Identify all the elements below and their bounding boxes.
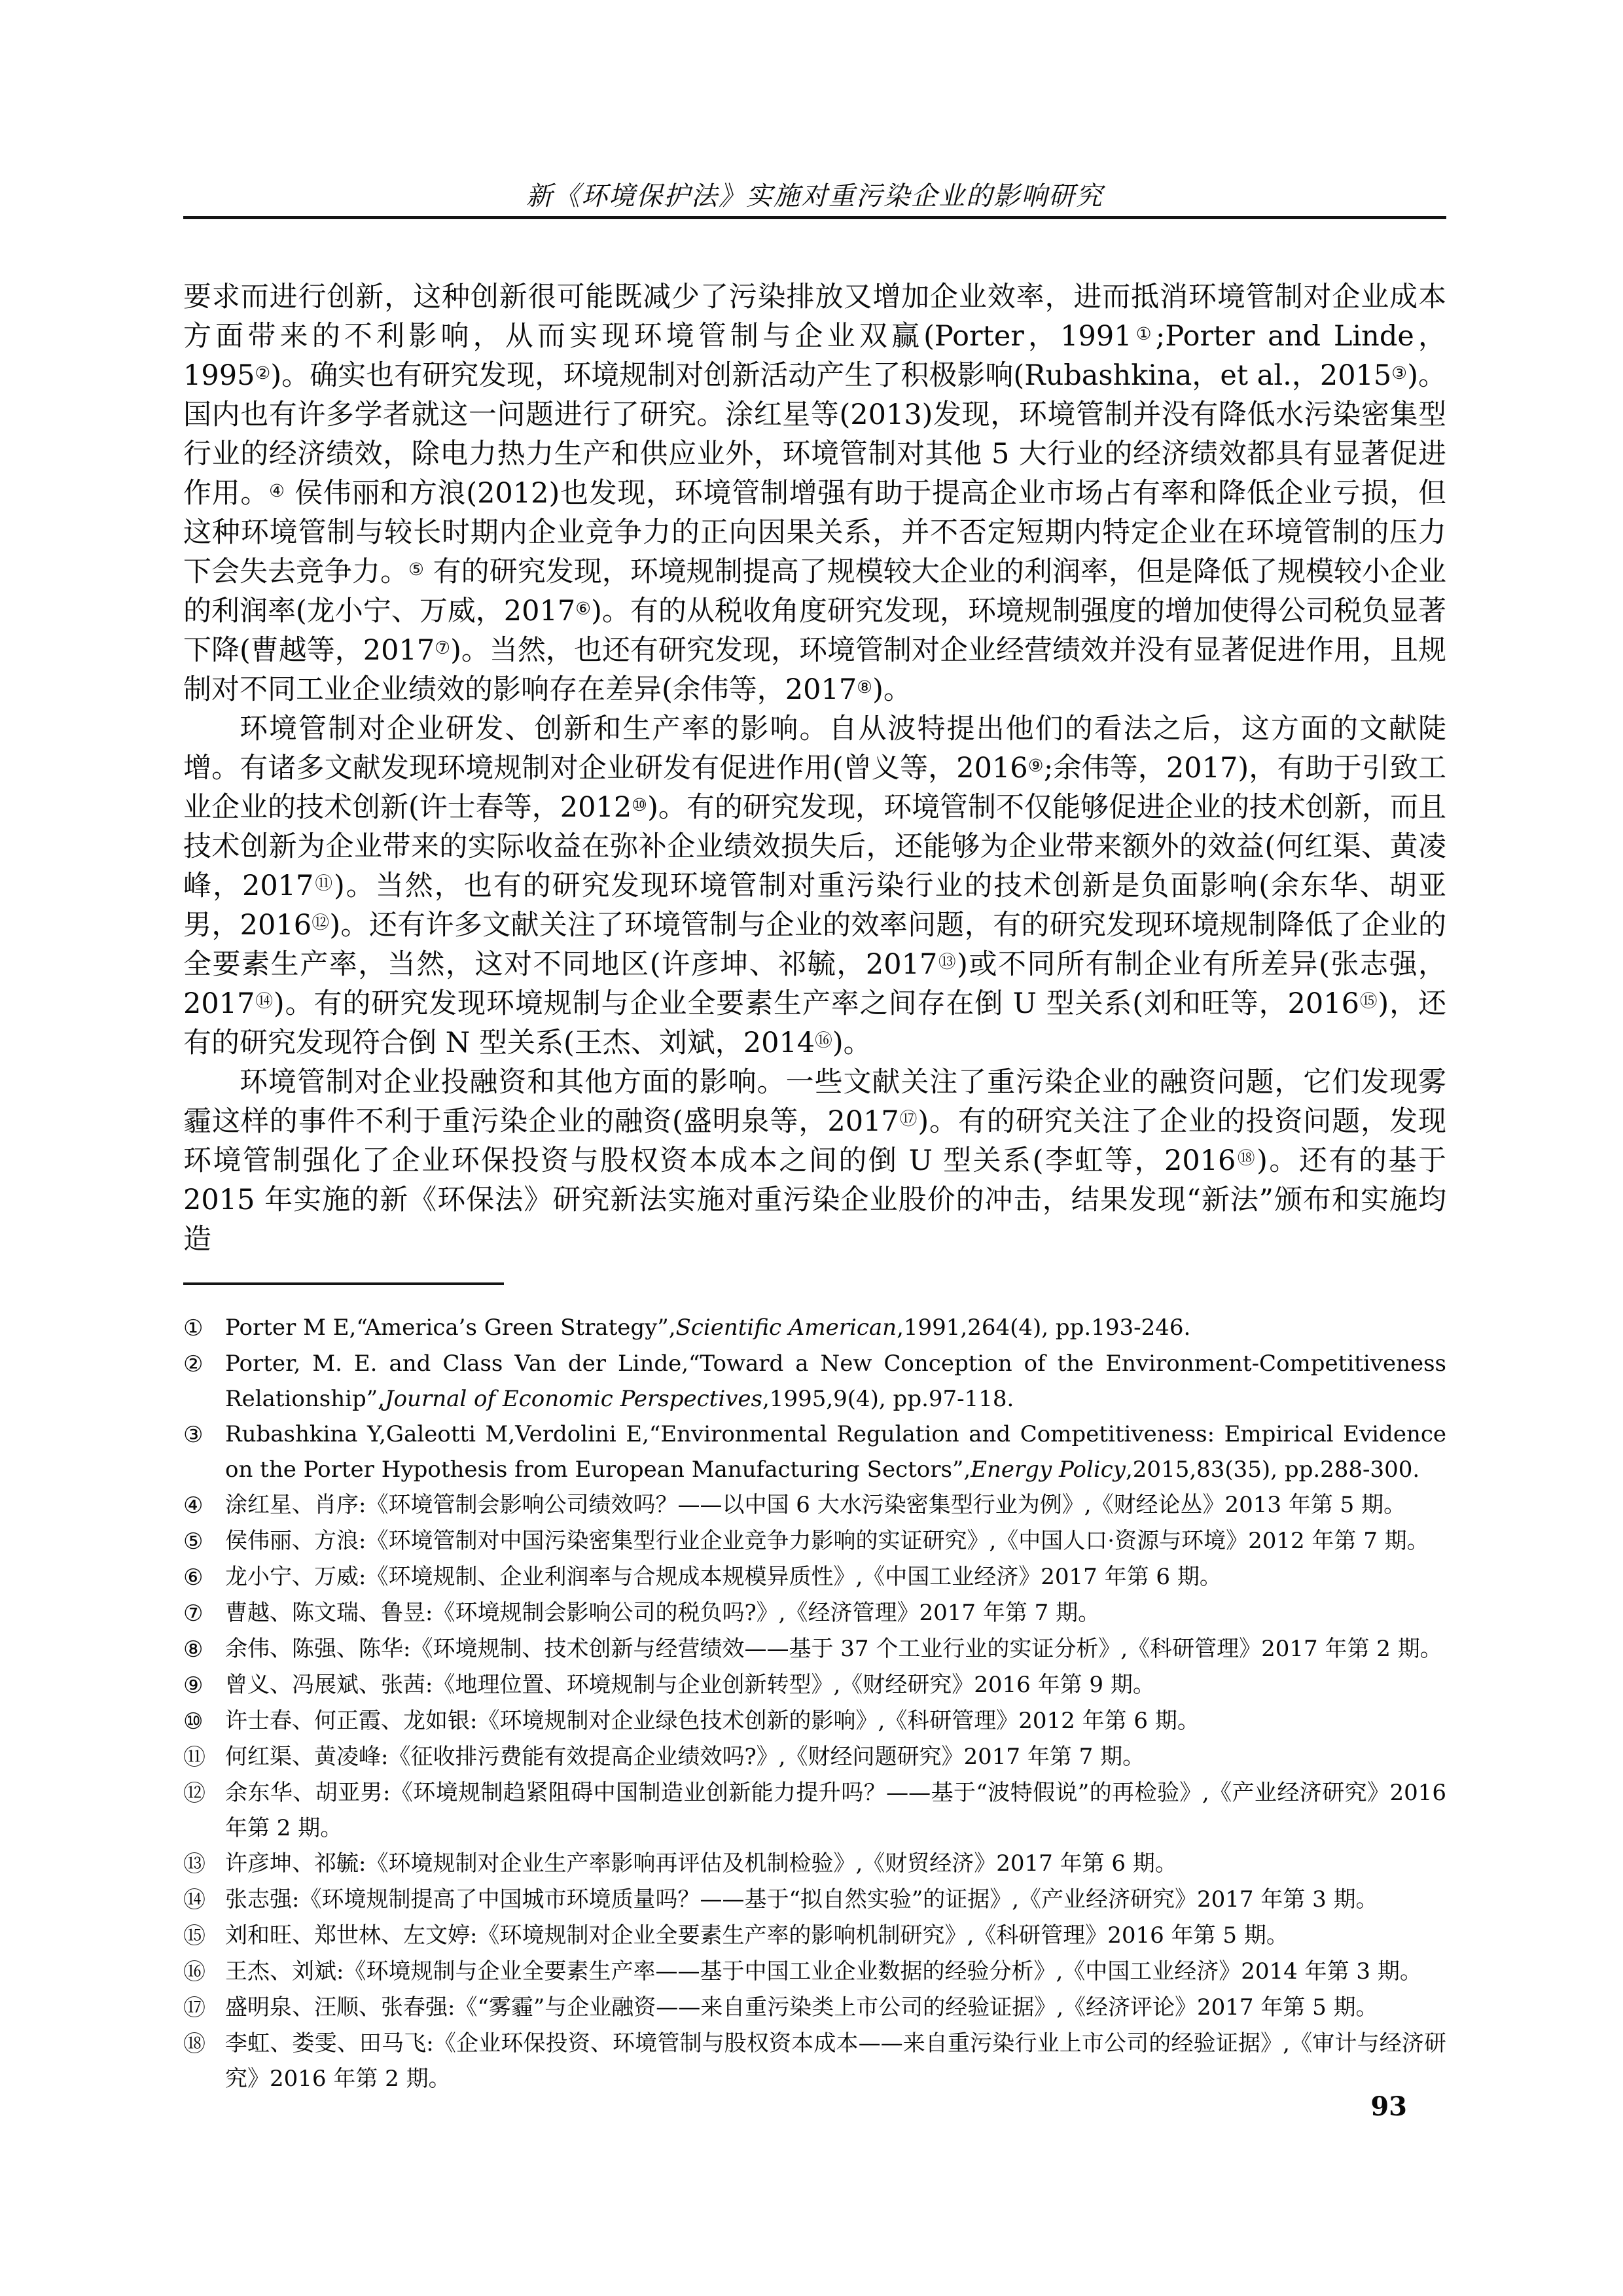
footnote-item [183,1487,1446,1523]
footnote-text: 盛明泉、汪顺、张春强:《“雾霾”与企业融资——来自重污染类上市公司的经验证据》,《经济评论》2017 年第 5 期。 [225,1994,1378,2021]
footnote-marker: ⑭ [183,1887,205,1913]
footnote-marker: ③ [183,1422,204,1448]
footnote-item [183,1954,1446,1990]
footnote-item [183,1739,1446,1775]
footnote-item [183,1990,1446,2026]
footnote-item [183,1417,1446,1487]
footnote-marker: ⑬ [183,1851,205,1877]
footnote-marker: ⑤ [183,1528,204,1555]
page-number: 93 [1370,2091,1407,2122]
footnote-text: Porter, M. E. and Class Van der Linde,“Toward a New Conception of the Environment-Competitiveness Relationship”,Journal of Economic Perspectives,1995,9(4), pp.97-118. [225,1351,1446,1412]
footnote-text: 许彦坤、祁毓:《环境规制对企业生产率影响再评估及机制检验》,《财贸经济》2017 年第 6 期。 [225,1850,1177,1877]
body-text [183,277,1446,1259]
footnotes-section [183,1310,1446,2096]
footnote-marker: ⑰ [183,1995,205,2021]
footnote-item [183,1775,1446,1846]
footnote-text: Porter M E,“America’s Green Strategy”,Scientific American,1991,264(4), pp.193-246. [225,1315,1191,1341]
footnote-marker: ⑪ [183,1744,205,1771]
footnote-item [183,1846,1446,1882]
header-rule [183,216,1446,219]
footnote-item [183,1310,1446,1346]
footnote-text: 许士春、何正霞、龙如银:《环境规制对企业绿色技术创新的影响》,《科研管理》2012 年第 6 期。 [225,1708,1200,1734]
running-head-title: 新《环境保护法》实施对重污染企业的影响研究 [526,181,1103,211]
footnote-item [183,1595,1446,1631]
body-paragraph: 要求而进行创新，这种创新很可能既减少了污染排放又增加企业效率，进而抵消环境管制对企业成本方面带来的不利影响，从而实现环境管制与企业双赢(Porter，1991①;Porter and Linde，1995②)。确实也有研究发现，环境规制对创新活动产生了积极影响(Rubashkina，et al.，2015③)。国内也有许多学者就这一问题进行了研究。涂红星等(2013)发现，环境管制并没有降低水污染密集型行业的经济绩效，除电力热力生产和供应业外，环境管制对其他 5 大行业的经济绩效都具有显著促进作用。④ 侯伟丽和方浪(2012)也发现，环境管制增强有助于提高企业市场占有率和降低企业亏损，但这种环境管制与较长时期内企业竞争力的正向因果关系，并不否定短期内特定企业在环境管制的压力下会失去竞争力。⑤ 有的研究发现，环境规制提高了规模较大企业的利润率，但是降低了规模较小企业的利润率(龙小宁、万威，2017⑥)。有的从税收角度研究发现，环境规制强度的增加使得公司税负显著下降(曹越等，2017⑦)。当然，也还有研究发现，环境管制对企业经营绩效并没有显著促进作用，且规制对不同工业企业绩效的影响存在差异(余伟等，2017⑧)。 [183,281,1447,706]
body-paragraph: 环境管制对企业研发、创新和生产率的影响。自从波特提出他们的看法之后，这方面的文献陡增。有诸多文献发现环境规制对企业研发有促进作用(曾义等，2016⑨;余伟等，2017)，有助于引致工业企业的技术创新(许士春等，2012⑩)。有的研究发现，环境管制不仅能够促进企业的技术创新，而且技术创新为企业带来的实际收益在弥补企业绩效损失后，还能够为企业带来额外的效益(何红渠、黄凌峰，2017⑪)。当然，也有的研究发现环境管制对重污染行业的技术创新是负面影响(余东华、胡亚男，2016⑫)。还有许多文献关注了环境管制与企业的效率问题，有的研究发现环境规制降低了企业的全要素生产率，当然，这对不同地区(许彦坤、祁毓，2017⑬)或不同所有制企业有所差异(张志强，2017⑭)。有的研究发现环境规制与企业全要素生产率之间存在倒 U 型关系(刘和旺等，2016⑮)，还有的研究发现符合倒 N 型关系(王杰、刘斌，2014⑯)。 [183,713,1447,1059]
footnote-item [183,1703,1446,1739]
footnote-item [183,2026,1446,2096]
footnote-marker: ⑮ [183,1923,205,1949]
footnote-marker: ⑨ [183,1672,204,1699]
footnote-marker: ⑦ [183,1600,204,1627]
footnote-item [183,1559,1446,1595]
footnote-text: Rubashkina Y,Galeotti M,Verdolini E,“Environmental Regulation and Competitiveness: Empirical Evidence on the Porter Hypothesis from European Manufacturing Sectors”,Energy Policy,2015,83(35), pp.288-300. [225,1421,1446,1483]
footnote-text: 王杰、刘斌:《环境规制与企业全要素生产率——基于中国工业企业数据的经验分析》,《中国工业经济》2014 年第 3 期。 [225,1958,1422,1985]
footnote-text: 龙小宁、万威:《环境规制、企业利润率与合规成本规模异质性》,《中国工业经济》2017 年第 6 期。 [225,1564,1222,1590]
footnote-marker: ⑩ [183,1708,204,1735]
footnote-item [183,1631,1446,1667]
footnote-marker: ⑫ [183,1780,205,1807]
footnote-item [183,1882,1446,1918]
footnote-marker: ④ [183,1492,204,1519]
footnote-item [183,1523,1446,1559]
footnote-marker: ① [183,1315,204,1341]
footnote-text: 张志强:《环境规制提高了中国城市环境质量吗？——基于“拟自然实验”的证据》,《产业经济研究》2017 年第 3 期。 [225,1886,1378,1913]
body-paragraph: 环境管制对企业投融资和其他方面的影响。一些文献关注了重污染企业的融资问题，它们发现雾霾这样的事件不利于重污染企业的融资(盛明泉等，2017⑰)。有的研究关注了企业的投资问题，发现环境管制强化了企业环保投资与股权资本成本之间的倒 U 型关系(李虹等，2016⑱)。还有的基于2015 年实施的新《环保法》研究新法实施对重污染企业股价的冲击，结果发现“新法”颁布和实施均造 [183,1066,1447,1256]
footnote-marker: ⑥ [183,1564,204,1591]
footnote-text: 何红渠、黄凌峰:《征收排污费能有效提高企业绩效吗?》,《财经问题研究》2017 年第 7 期。 [225,1744,1145,1770]
footnote-item [183,1346,1446,1417]
footnote-text: 李虹、娄雯、田马飞:《企业环保投资、环境管制与股权资本成本——来自重污染行业上市公司的经验证据》,《审计与经济研究》2016 年第 2 期。 [225,2030,1446,2092]
footnote-item [183,1667,1446,1703]
footnote-text: 侯伟丽、方浪:《环境管制对中国污染密集型行业企业竞争力影响的实证研究》,《中国人口·资源与环境》2012 年第 7 期。 [225,1528,1429,1554]
footnote-separator [183,1282,504,1285]
footnote-text: 余伟、陈强、陈华:《环境规制、技术创新与经营绩效——基于 37 个工业行业的实证分析》,《科研管理》2017 年第 2 期。 [225,1636,1442,1662]
footnote-marker: ⑧ [183,1636,204,1663]
footnote-text: 曾义、冯展斌、张茜:《地理位置、环境规制与企业创新转型》,《财经研究》2016 年第 9 期。 [225,1672,1155,1698]
footnote-text: 曹越、陈文瑞、鲁昱:《环境规制会影响公司的税负吗?》,《经济管理》2017 年第 7 期。 [225,1600,1101,1626]
footnote-text: 余东华、胡亚男:《环境规制趋紧阻碍中国制造业创新能力提升吗？——基于“波特假说”的再检验》,《产业经济研究》2016 年第 2 期。 [225,1780,1446,1841]
footnote-text: 刘和旺、郑世林、左文婷:《环境规制对企业全要素生产率的影响机制研究》,《科研管理》2016 年第 5 期。 [225,1922,1289,1949]
footnote-marker: ⑯ [183,1959,205,1985]
footnote-marker: ⑱ [183,2031,205,2057]
footnote-item [183,1918,1446,1954]
footnote-text: 涂红星、肖序:《环境管制会影响公司绩效吗？——以中国 6 大水污染密集型行业为例》,《财经论丛》2013 年第 5 期。 [225,1492,1406,1518]
footnote-marker: ② [183,1351,204,1377]
